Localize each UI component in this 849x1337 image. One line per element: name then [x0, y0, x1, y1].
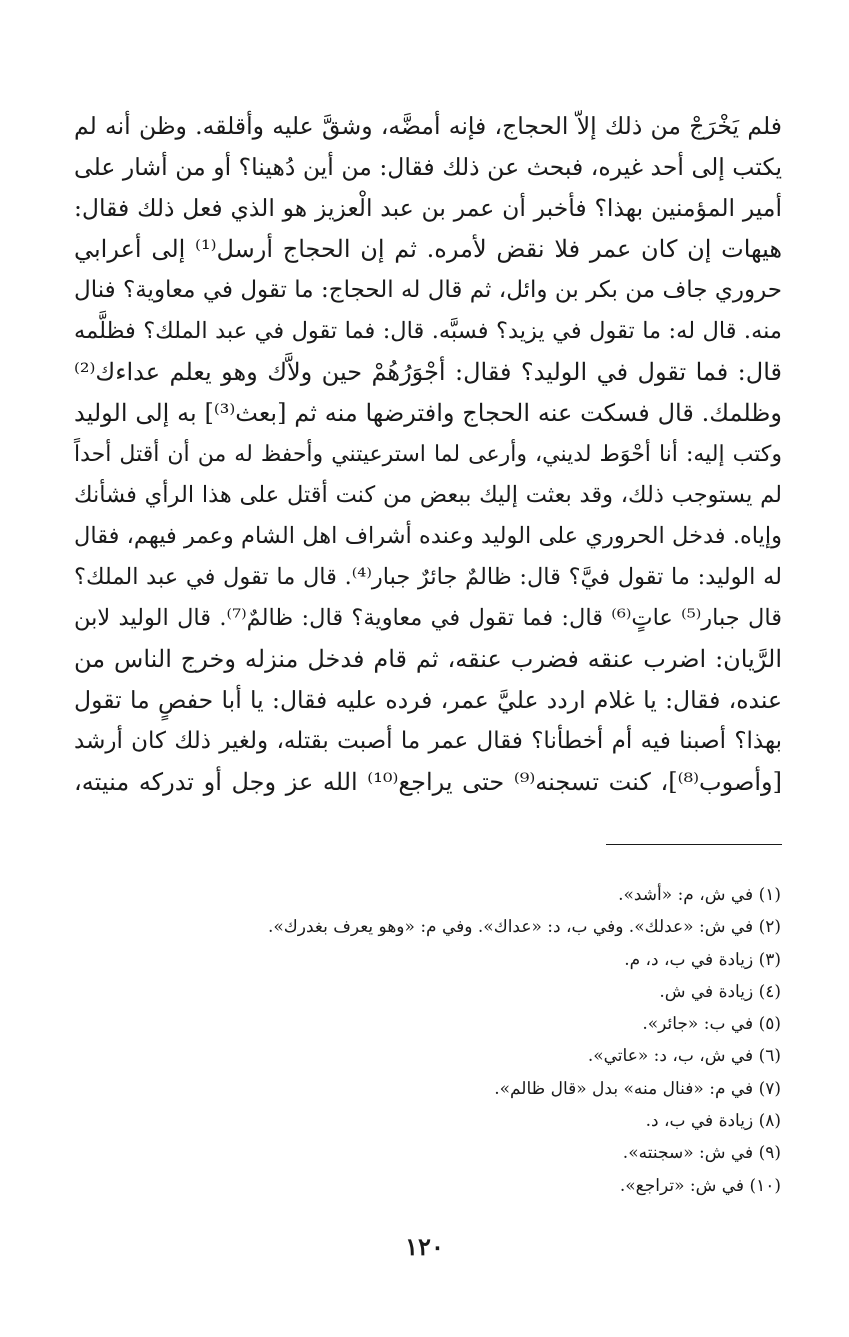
text-line-7: قال: فما تقول في الوليد؟ فقال: أجْوَرُهُمْ حين ولاَّك وهو يعلم عداءك⁽²⁾: [74, 358, 782, 386]
footnote-6: (٦) في ش، ب، د: «عاتي».: [587, 1046, 781, 1067]
text-line-14: الرَّيان: اضرب عنقه فضرب عنقه، ثم قام فدخل منزله وخرج الناس من: [74, 645, 782, 673]
text-line-10: لم يستوجب ذلك، وقد بعثت إليك ببعض من كنت أقتل على هذا الرأي فشأنك: [74, 482, 782, 508]
text-line-12: له الوليد: ما تقول فيَّ؟ قال: ظالمٌ جائرٌ جبار⁽⁴⁾. قال ما تقول في عبد الملك؟: [74, 564, 782, 590]
text-line-15: عنده، فقال: يا غلام اردد عليَّ عمر، فرده عليه فقال: يا أبا حفصٍ ما تقول: [74, 686, 782, 714]
text-line-5: حروري جاف من بكر بن وائل، ثم قال له الحجاج: ما تقول في معاوية؟ فنال: [74, 277, 782, 303]
footnote-1: (١) في ش، م: «أشد».: [618, 885, 781, 905]
footnote-10: (١٠) في ش: «تراجع».: [619, 1175, 781, 1196]
text-line-13: قال جبار⁽⁵⁾ عاتٍ⁽⁶⁾ قال: فما تقول في معاوية؟ قال: ظالمٌ⁽⁷⁾. قال الوليد لابن: [74, 605, 782, 631]
text-line-11: وإياه. فدخل الحروري على الوليد وعنده أشراف اهل الشام وعمر فيهم، فقال: [74, 523, 782, 549]
text-line-9: وكتب إليه: أنا أحْوَط لديني، وأرعى لما استرعيتني وأحفظ له من أن أقتل أحداً: [74, 442, 782, 467]
footnote-divider: [606, 844, 782, 845]
text-line-4: هيهات إن كان عمر فلا نقض لأمره. ثم إن الحجاج أرسل⁽¹⁾ إلى أعرابي: [74, 235, 783, 263]
text-line-8: وظلمك. قال فسكت عنه الحجاج وافترضها منه ثم [بعث⁽³⁾] به إلى الوليد: [74, 399, 782, 427]
footnote-8: (٨) زيادة في ب، د.: [645, 1111, 781, 1132]
text-line-6: منه. قال له: ما تقول في يزيد؟ فسبَّه. قال: فما تقول في عبد الملك؟ فظلَّمه: [74, 318, 782, 344]
page-number: ١٢٠: [405, 1232, 444, 1261]
footnote-9: (٩) في ش: «سجنته».: [622, 1143, 781, 1164]
footnotes: [161, 879, 781, 1202]
footnote-7: (٧) في م: «فنال منه» بدل «قال ظالم».: [494, 1078, 781, 1099]
text-line-16: بهذا؟ أصبنا فيه أم أخطأنا؟ فقال عمر ما أصبت بقتله، ولغير ذلك كان أرشد: [74, 728, 782, 754]
text-line-1: فلم يَخْرَجْ من ذلك إلاّ الحجاج، فإنه أمضَّه، وشقَّ عليه وأقلقه. وظن أنه لم: [74, 112, 782, 140]
footnote-4: (٤) زيادة في ش.: [659, 981, 781, 1002]
text-line-17: [وأصوب⁽⁸⁾]، كنت تسجنه⁽⁹⁾ حتى يراجع⁽¹⁰⁾ الله عز وجل أو تدركه منيته،: [74, 768, 782, 796]
main-text: [74, 106, 782, 803]
footnote-2: (٢) في ش: «عدلك». وفي ب، د: «عداك». وفي م: «وهو يعرف بغدرك».: [267, 917, 781, 938]
text-line-2: يكتب إلى أحد غيره، فبحث عن ذلك فقال: من أين دُهينا؟ أو من أشار على: [74, 153, 782, 181]
footnote-3: (٣) زيادة في ب، د، م.: [624, 949, 781, 970]
footnote-5: (٥) في ب: «جائر».: [642, 1014, 781, 1035]
text-line-3: أمير المؤمنين بهذا؟ فأخبر أن عمر بن عبد الْعزيز هو الذي فعل ذلك فقال:: [74, 194, 782, 222]
